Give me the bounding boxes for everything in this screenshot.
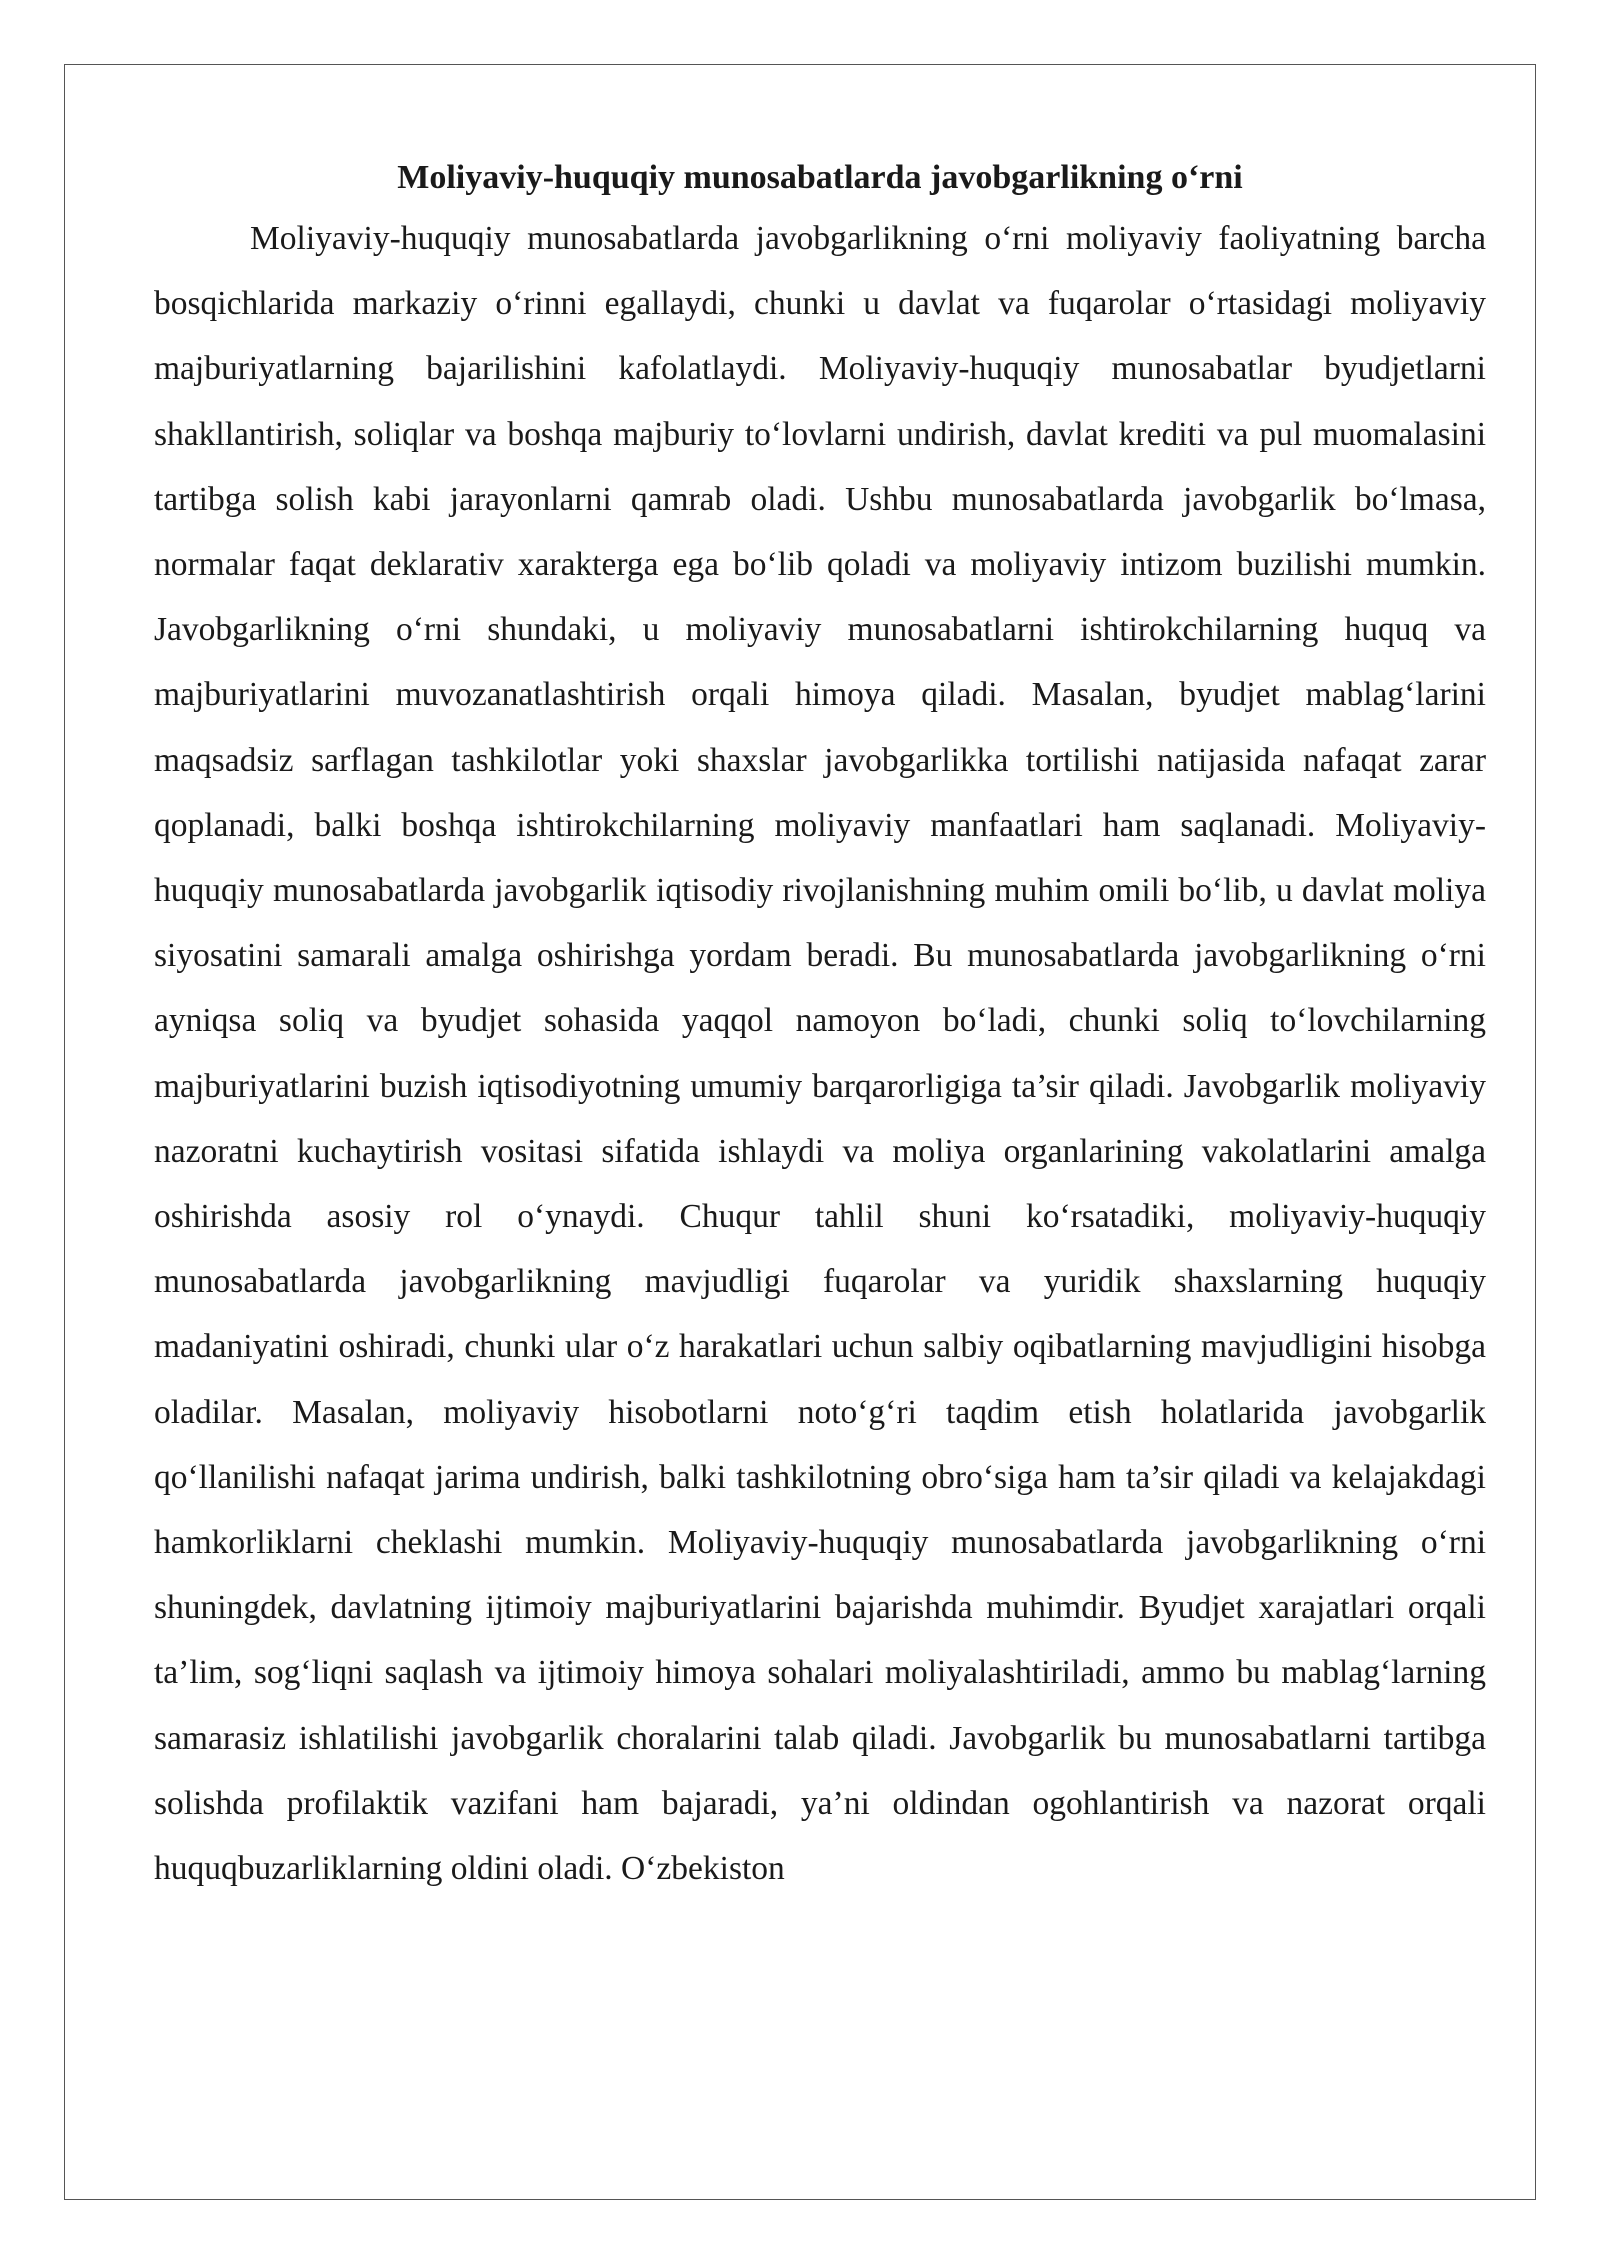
document-title: Moliyaviy-huquqiy munosabatlarda javobgarlikning o‘rni <box>397 159 1243 196</box>
document-content <box>154 150 1486 1901</box>
document-paragraph: Moliyaviy-huquqiy munosabatlarda javobgarlikning o‘rni moliyaviy faoliyatning barcha bosqichlarida markaziy o‘rinni egallaydi, chunki u davlat va fuqarolar o‘rtasidagi moliyaviy majburiyatlarning bajarilishini kafolatlaydi. Moliyaviy-huquqiy munosabatlar byudjetlarni shakllantirish, soliqlar va boshqa majburiy to‘lovlarni undirish, davlat krediti va pul muomalasini tartibga solish kabi jarayonlarni qamrab oladi. Ushbu munosabatlarda javobgarlik bo‘lmasa, normalar faqat deklarativ xarakterga ega bo‘lib qoladi va moliyaviy intizom buzilishi mumkin. Javobgarlikning o‘rni shundaki, u moliyaviy munosabatlarni ishtirokchilarning huquq va majburiyatlarini muvozanatlashtirish orqali himoya qiladi. Masalan, byudjet mablag‘larini maqsadsiz sarflagan tashkilotlar yoki shaxslar javobgarlikka tortilishi natijasida nafaqat zarar qoplanadi, balki boshqa ishtirokchilarning moliyaviy manfaatlari ham saqlanadi. Moliyaviy-huquqiy munosabatlarda javobgarlik iqtisodiy rivojlanishning muhim omili bo‘lib, u davlat moliya siyosatini samarali amalga oshirishga yordam beradi. Bu munosabatlarda javobgarlikning o‘rni ayniqsa soliq va byudjet sohasida yaqqol namoyon bo‘ladi, chunki soliq to‘lovchilarning majburiyatlarini buzish iqtisodiyotning umumiy barqarorligiga ta’sir qiladi. Javobgarlik moliyaviy nazoratni kuchaytirish vositasi sifatida ishlaydi va moliya organlarining vakolatlarini amalga oshirishda asosiy rol o‘ynaydi. Chuqur tahlil shuni ko‘rsatadiki, moliyaviy-huquqiy munosabatlarda javobgarlikning mavjudligi fuqarolar va yuridik shaxslarning huquqiy madaniyatini oshiradi, chunki ular o‘z harakatlari uchun salbiy oqibatlarning mavjudligini hisobga oladilar. Masalan, moliyaviy hisobotlarni noto‘g‘ri taqdim etish holatlarida javobgarlik qo‘llanilishi nafaqat jarima undirish, balki tashkilotning obro‘siga ham ta’sir qiladi va kelajakdagi hamkorliklarni cheklashi mumkin. Moliyaviy-huquqiy munosabatlarda javobgarlikning o‘rni shuningdek, davlatning ijtimoiy majburiyatlarini bajarishda muhimdir. Byudjet xarajatlari orqali ta’lim, sog‘liqni saqlash va ijtimoiy himoya sohalari moliyalashtiriladi, ammo bu mablag‘larning samarasiz ishlatilishi javobgarlik choralarini talab qiladi. Javobgarlik bu munosabatlarni tartibga solishda profilaktik vazifani ham bajaradi, ya’ni oldindan ogohlantirish va nazorat orqali huquqbuzarliklarning oldini oladi. O‘zbekiston <box>154 220 1486 1888</box>
